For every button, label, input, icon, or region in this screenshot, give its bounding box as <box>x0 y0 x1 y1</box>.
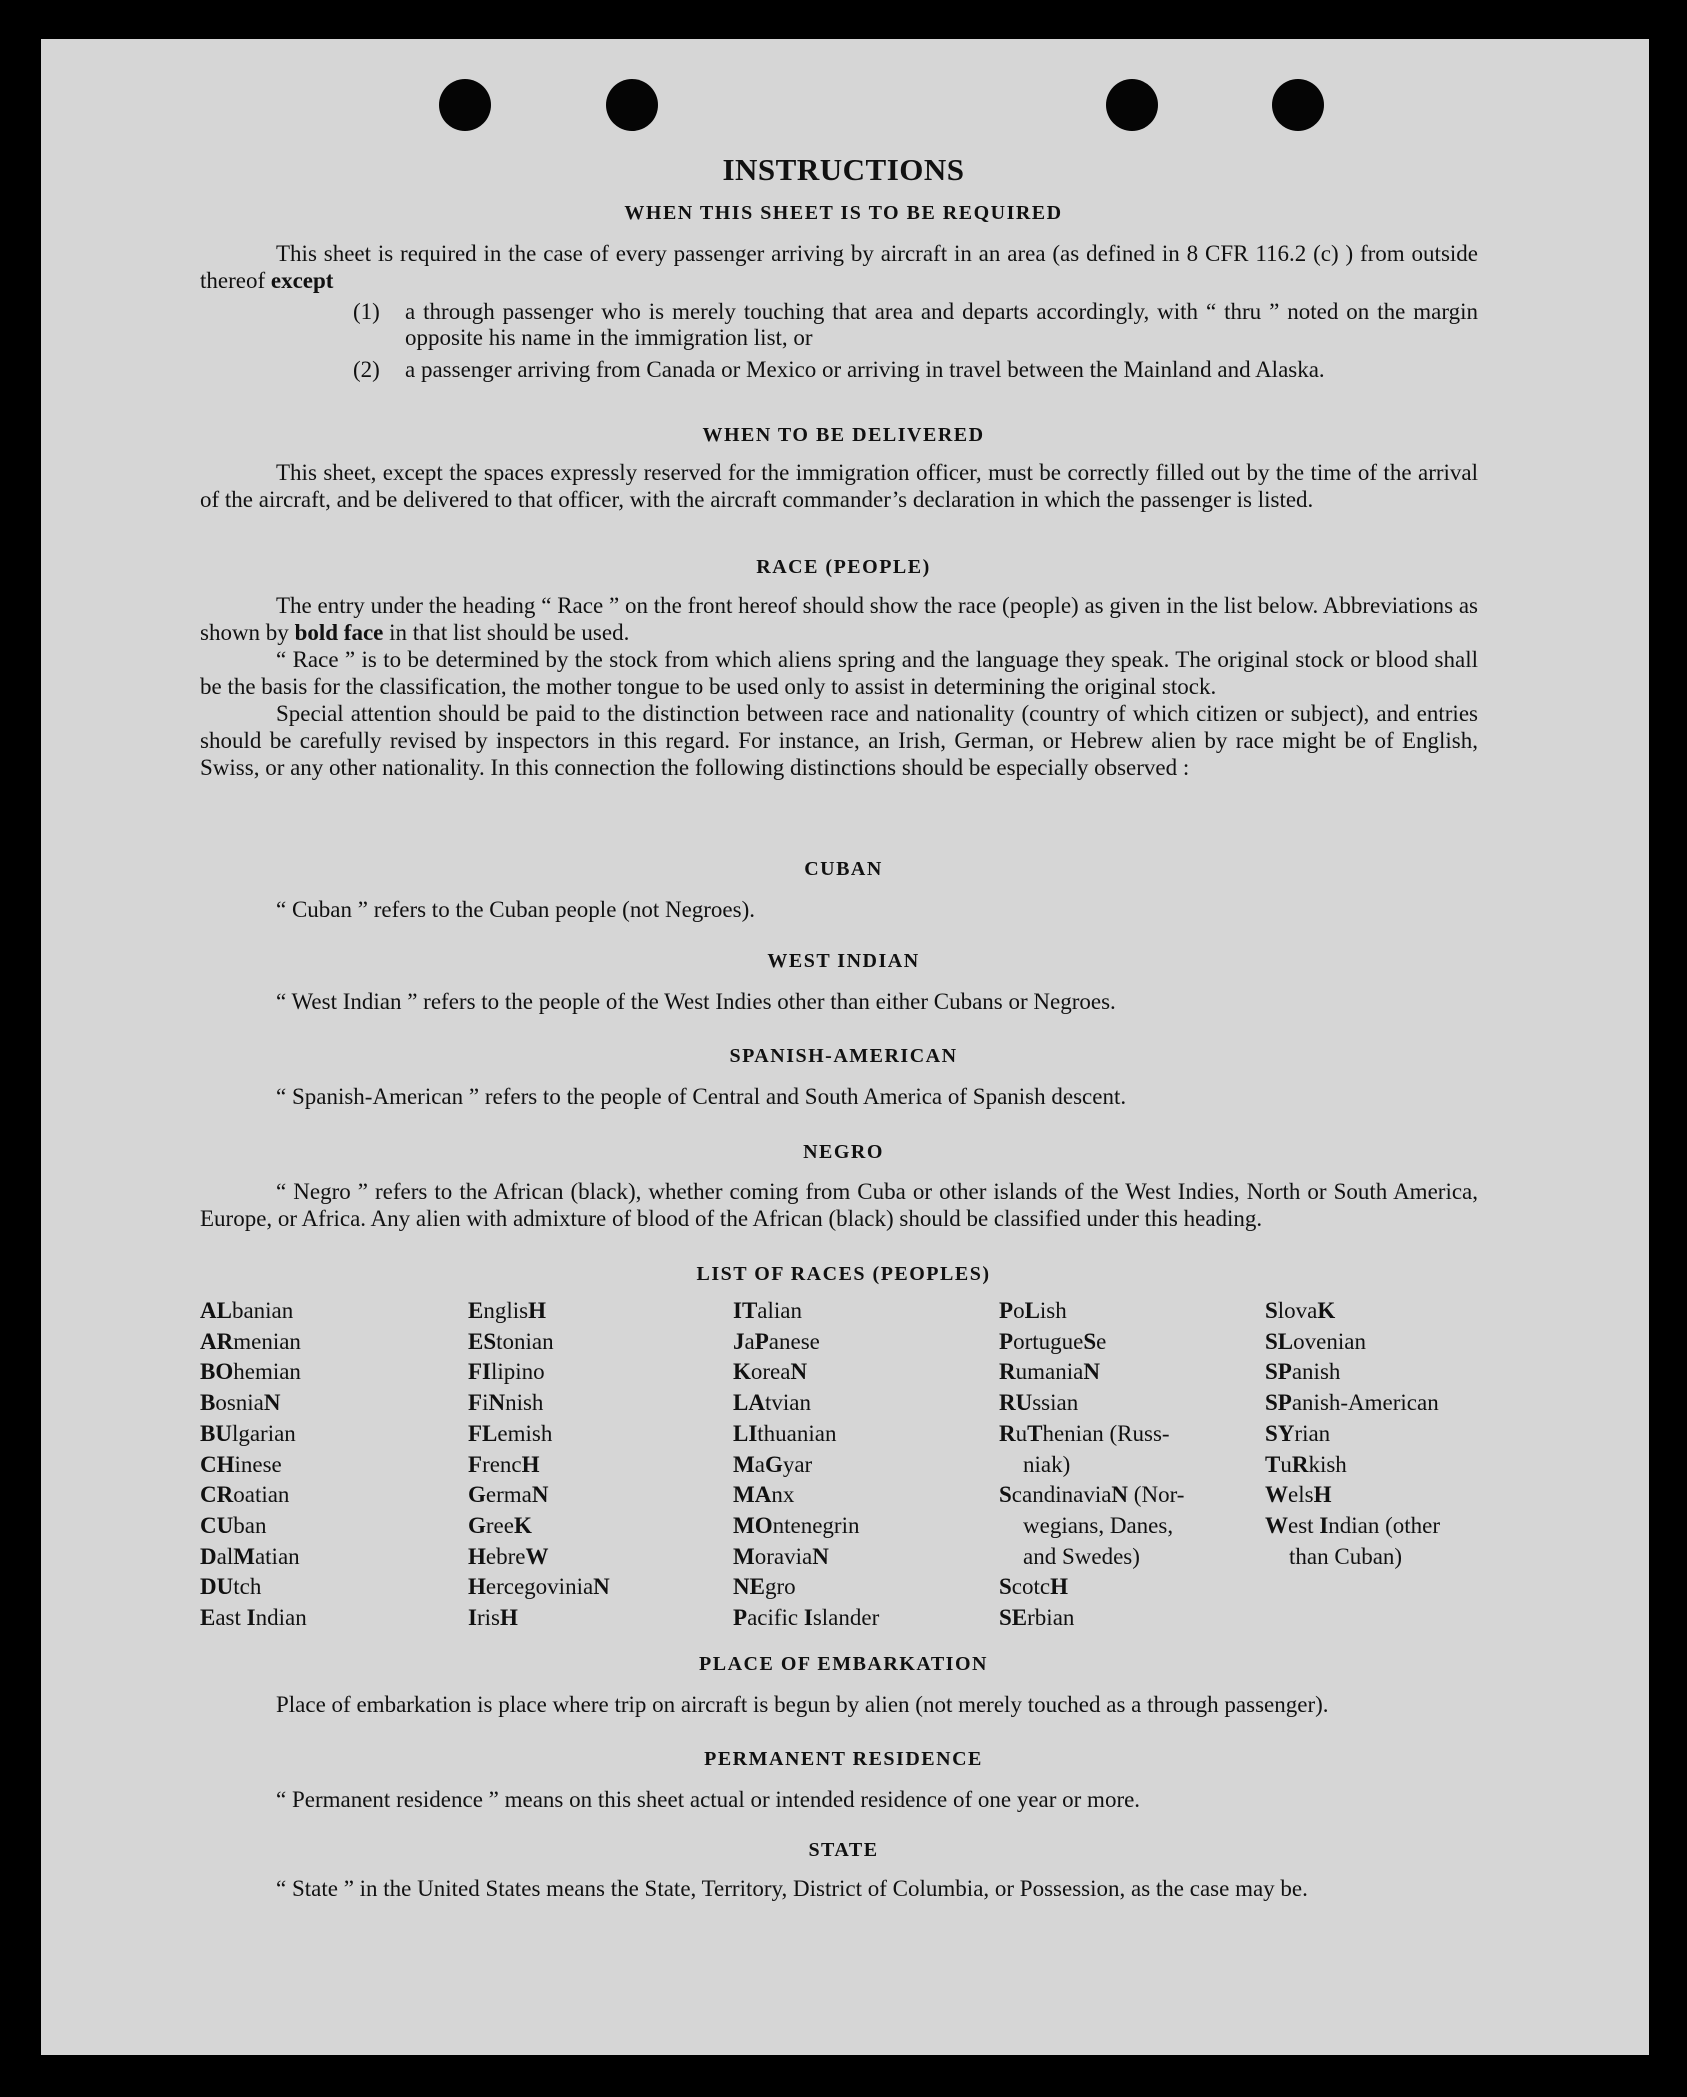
race-entry: PoLish <box>999 1298 1067 1323</box>
race-entry: MaGyar <box>733 1451 813 1477</box>
race-entry: BUlgarian <box>200 1420 296 1446</box>
paragraph: “ West Indian ” refers to the people of the West Indies other than either Cubans or Negroes. <box>276 989 1116 1014</box>
race-entry: RUssian <box>999 1390 1079 1416</box>
race-column <box>468 1296 610 1634</box>
race-entry: WelsH <box>1265 1482 1332 1508</box>
race-entry: GermaN <box>468 1482 549 1508</box>
section-heading: RACE (PEOPLE) <box>756 556 931 578</box>
list-item: (2) a passenger arriving from Canada or Mexico or arriving in travel between the Mainland and Alaska. <box>353 357 1325 382</box>
list-item: (1) a through passenger who is merely touching that area and departs accordingly, with “ thru ” noted on the margin opposite his name in the immigration list, or <box>353 299 1478 350</box>
race-entry: CRoatian <box>200 1482 290 1508</box>
race-entry: IrisH <box>468 1605 518 1631</box>
race-entry: GreeK <box>468 1512 532 1538</box>
race-entry: TuRkish <box>1265 1451 1347 1477</box>
race-entry: East Indian <box>200 1605 307 1631</box>
section-heading: LIST OF RACES (PEOPLES) <box>696 1263 991 1285</box>
race-entry: CHinese <box>200 1451 282 1477</box>
race-entry: HercegoviniaN <box>468 1574 610 1600</box>
race-entry: West Indian (other <box>1265 1512 1441 1538</box>
race-entry: BOhemian <box>200 1359 301 1385</box>
race-entry: niak) <box>1023 1451 1071 1477</box>
race-column <box>200 1296 307 1634</box>
document-title: INSTRUCTIONS <box>722 152 965 187</box>
race-entry: SPanish-American <box>1265 1390 1439 1416</box>
section-heading: PLACE OF EMBARKATION <box>699 1653 988 1675</box>
paragraph: This sheet, except the spaces expressly reserved for the immigration officer, must be correctly filled out by the time of the arrival of the aircraft, and be delivered to that officer, with the aircraft commander’s declaration in which the passenger is listed. <box>200 460 1478 512</box>
race-entry: wegians, Danes, <box>1023 1512 1174 1538</box>
punch-hole <box>1106 79 1158 131</box>
race-entry: BosniaN <box>200 1390 281 1416</box>
section-heading: STATE <box>808 1839 879 1861</box>
race-entry: JaPanese <box>733 1328 820 1354</box>
section-heading: CUBAN <box>804 858 883 880</box>
race-entry: FLemish <box>468 1420 553 1446</box>
race-entry: SYrian <box>1265 1420 1331 1446</box>
race-entry: CUban <box>200 1512 267 1538</box>
race-column <box>999 1296 1184 1634</box>
race-entry: ARmenian <box>200 1328 301 1354</box>
race-entry: LIthuanian <box>733 1420 837 1446</box>
race-entry: RuThenian (Russ- <box>999 1420 1170 1446</box>
section-heading: PERMANENT RESIDENCE <box>704 1748 983 1770</box>
race-entry: FrencH <box>468 1451 540 1477</box>
paragraph: “ Permanent residence ” means on this sheet actual or intended residence of one year or more. <box>276 1787 1141 1812</box>
race-entry: RumaniaN <box>999 1359 1100 1385</box>
race-entry: SlovaK <box>1265 1298 1336 1323</box>
race-entry: MOntenegrin <box>733 1512 860 1538</box>
paragraph: Place of embarkation is place where trip on aircraft is begun by alien (not merely touched as a through passenger). <box>276 1692 1329 1717</box>
race-entry: ScotcH <box>999 1574 1068 1600</box>
race-entry: MAnx <box>733 1482 795 1508</box>
section-heading: WHEN TO BE DELIVERED <box>702 424 985 446</box>
race-column <box>733 1296 879 1634</box>
section-heading: WEST INDIAN <box>767 950 920 972</box>
race-entry: FIlipino <box>468 1359 545 1385</box>
race-entry: ScandinaviaN (Nor- <box>999 1482 1185 1508</box>
race-entry: PortugueSe <box>999 1328 1107 1354</box>
section-heading: WHEN THIS SHEET IS TO BE REQUIRED <box>624 202 1063 224</box>
punch-hole <box>1272 79 1324 131</box>
race-entry: ALbanian <box>200 1298 294 1323</box>
race-entry: NEgro <box>733 1574 796 1600</box>
punch-hole <box>439 79 491 131</box>
race-entry: SLovenian <box>1265 1328 1366 1354</box>
race-entry: FiNnish <box>468 1390 544 1416</box>
race-entry: ITalian <box>733 1298 802 1323</box>
paragraph: “ State ” in the United States means the State, Territory, District of Columbia, or Possession, as the case may be. <box>276 1876 1308 1901</box>
race-entry: EnglisH <box>468 1298 546 1323</box>
race-entry: EStonian <box>468 1328 554 1354</box>
race-column <box>1265 1296 1440 1572</box>
paragraph: This sheet is required in the case of every passenger arriving by aircraft in an area (as defined in 8 CFR 116.2 (c) ) from outside thereof except <box>200 241 1478 293</box>
race-entry: HebreW <box>468 1543 549 1569</box>
race-entry: than Cuban) <box>1289 1543 1403 1569</box>
paragraph: “ Spanish-American ” refers to the people of Central and South America of Spanish descent. <box>276 1084 1127 1109</box>
race-entry: SPanish <box>1265 1359 1341 1385</box>
section-heading: NEGRO <box>803 1141 884 1163</box>
race-entry: DUtch <box>200 1574 262 1600</box>
punch-hole <box>606 79 658 131</box>
paragraph: The entry under the heading “ Race ” on the front hereof should show the race (people) as given in the list below. Abbreviations as shown by bold face in that list should be used. “ Race ” is to be determined by the stock from which aliens spring and the language they speak. The original stock or blood shall be the basis for the classification, the mother tongue to be used only to assist in determining the original stock. Special attention should be paid to the distinction between race and nationality (country of which citizen or subject), and entries should be carefully revised by inspectors in this regard. For instance, an Irish, German, or Hebrew alien by race might be of English, Swiss, or any other nationality. In this connection the following distinctions should be especially observed : <box>200 593 1478 780</box>
race-entry: SErbian <box>999 1605 1075 1631</box>
race-entry: and Swedes) <box>1023 1543 1140 1569</box>
race-entry: DalMatian <box>200 1543 300 1569</box>
race-entry: MoraviaN <box>733 1543 829 1569</box>
paragraph: “ Negro ” refers to the African (black), whether coming from Cuba or other islands of the West Indies, North or South America, Europe, or Africa. Any alien with admixture of blood of the African (black) should be classified under this heading. <box>200 1179 1478 1231</box>
race-entry: LAtvian <box>733 1390 811 1416</box>
section-heading: SPANISH-AMERICAN <box>729 1045 958 1067</box>
paragraph: “ Cuban ” refers to the Cuban people (not Negroes). <box>276 897 756 922</box>
race-entry: KoreaN <box>733 1359 808 1385</box>
race-entry: Pacific Islander <box>733 1605 880 1631</box>
